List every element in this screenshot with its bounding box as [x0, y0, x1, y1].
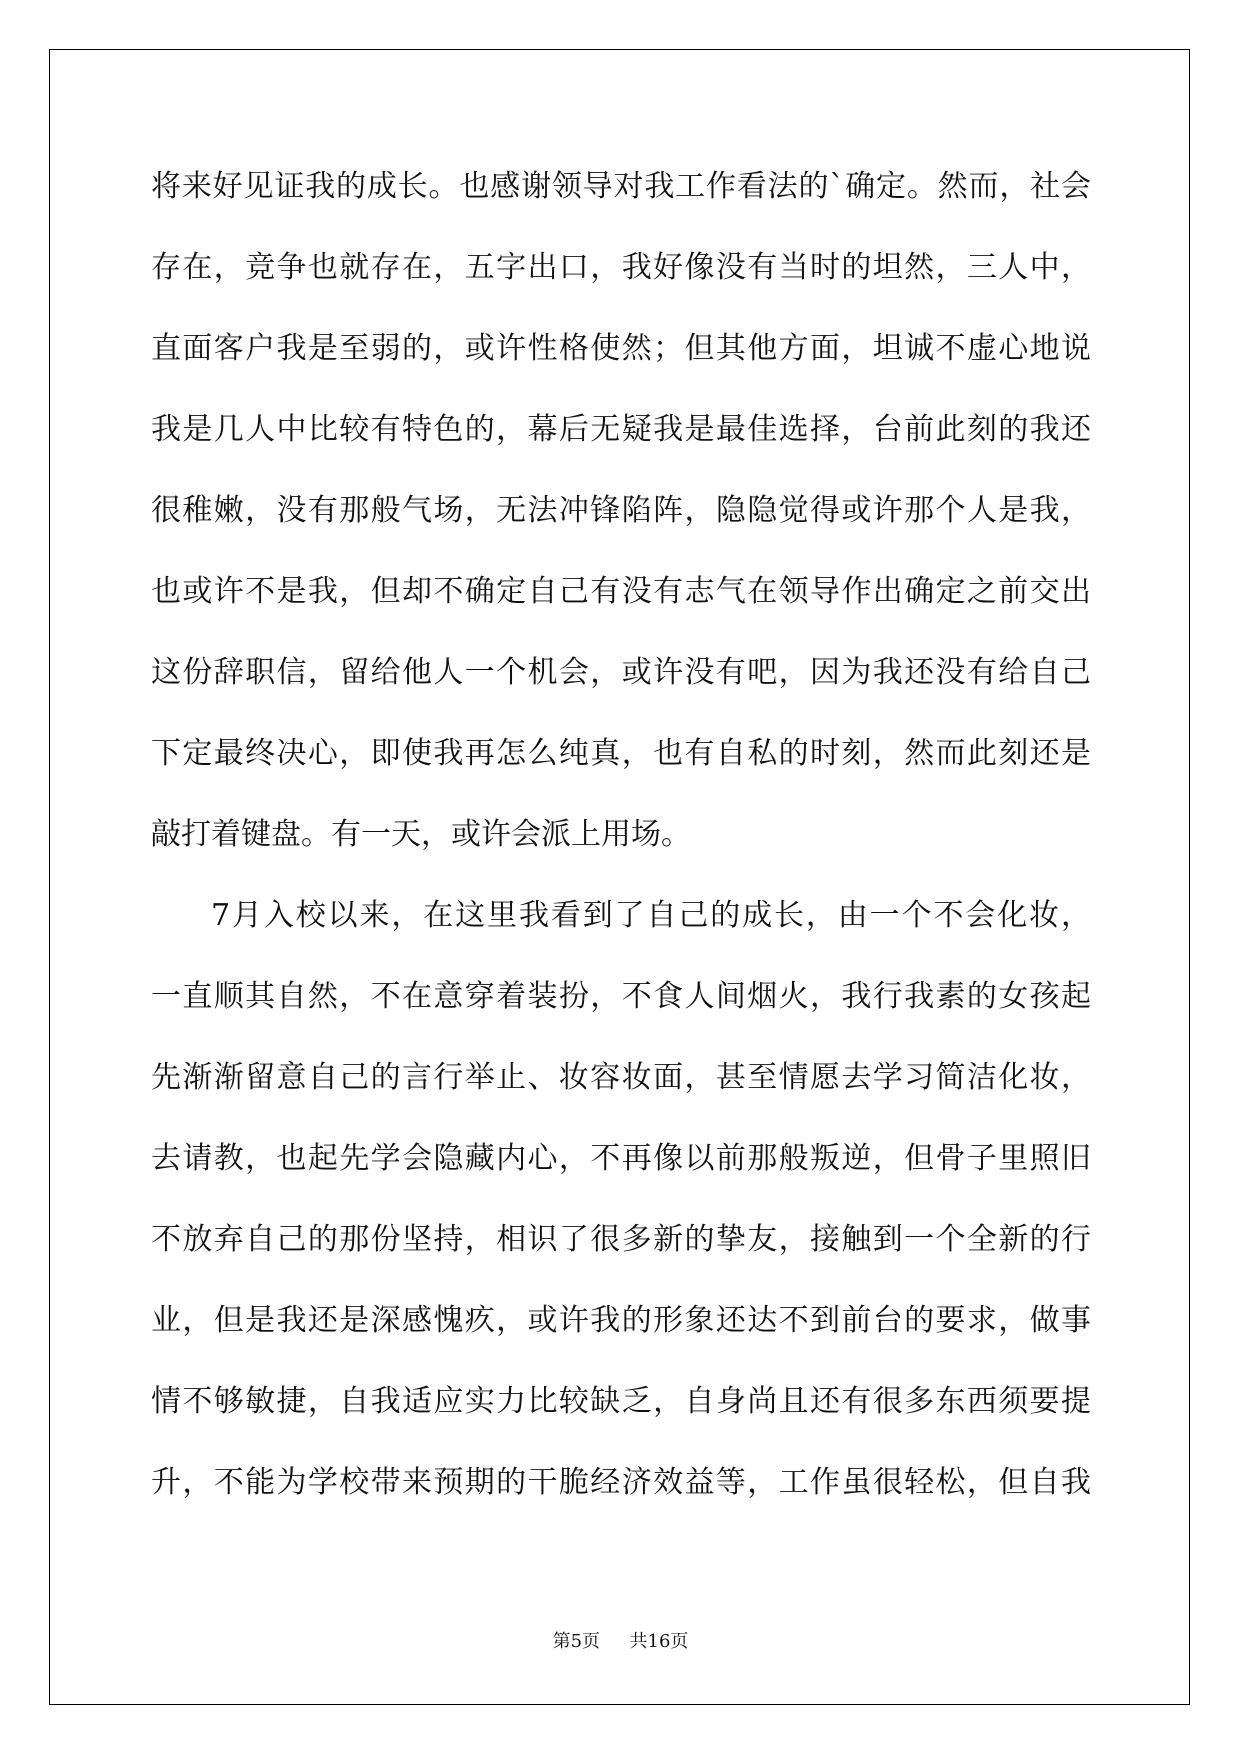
text-line: 不放弃自己的那份坚持，相识了很多新的挚友，接触到一个全新的行 [151, 1222, 1091, 1257]
text-line: 这份辞职信，留给他人一个机会，或许没有吧，因为我还没有给自己 [151, 655, 1091, 690]
text-line: 我是几人中比较有特色的，幕后无疑我是最佳选择，台前此刻的我还 [151, 412, 1091, 447]
text-line: 下定最终决心，即使我再怎么纯真，也有自私的时刻，然而此刻还是 [151, 736, 1091, 771]
page-total: 共16页 [629, 1631, 689, 1652]
text-line: 去请教，也起先学会隐藏内心，不再像以前那般叛逆，但骨子里照旧 [151, 1141, 1091, 1176]
text-line: 业，但是我还是深感愧疚，或许我的形象还达不到前台的要求，做事 [151, 1303, 1091, 1338]
document-body [151, 146, 1091, 1523]
text-line: 先渐渐留意自己的言行举止、妆容妆面，甚至情愿去学习简洁化妆， [151, 1060, 1091, 1095]
page-footer [0, 1627, 1241, 1653]
text-line: 直面客户我是至弱的，或许性格使然；但其他方面，坦诚不虚心地说 [151, 331, 1091, 366]
text-line: 将来好见证我的成长。也感谢领导对我工作看法的`确定。然而，社会 [151, 169, 1091, 204]
paragraph-last-line: 敲打着键盘。有一天，或许会派上用场。 [151, 817, 691, 852]
text-line: 也或许不是我，但却不确定自己有没有志气在领导作出确定之前交出 [151, 574, 1091, 609]
text-line: 很稚嫩，没有那般气场，无法冲锋陷阵，隐隐觉得或许那个人是我， [151, 493, 1091, 528]
text-line: 存在，竞争也就存在，五字出口，我好像没有当时的坦然，三人中， [151, 250, 1091, 285]
paragraph-first-line: 7月入校以来，在这里我看到了自己的成长，由一个不会化妆， [211, 898, 1091, 933]
text-line: 一直顺其自然，不在意穿着装扮，不食人间烟火，我行我素的女孩起 [151, 979, 1091, 1014]
page-number: 第5页 [552, 1631, 601, 1652]
text-line: 情不够敏捷，自我适应实力比较缺乏，自身尚且还有很多东西须要提 [151, 1384, 1091, 1419]
text-line: 升，不能为学校带来预期的干脆经济效益等，工作虽很轻松，但自我 [151, 1465, 1091, 1500]
